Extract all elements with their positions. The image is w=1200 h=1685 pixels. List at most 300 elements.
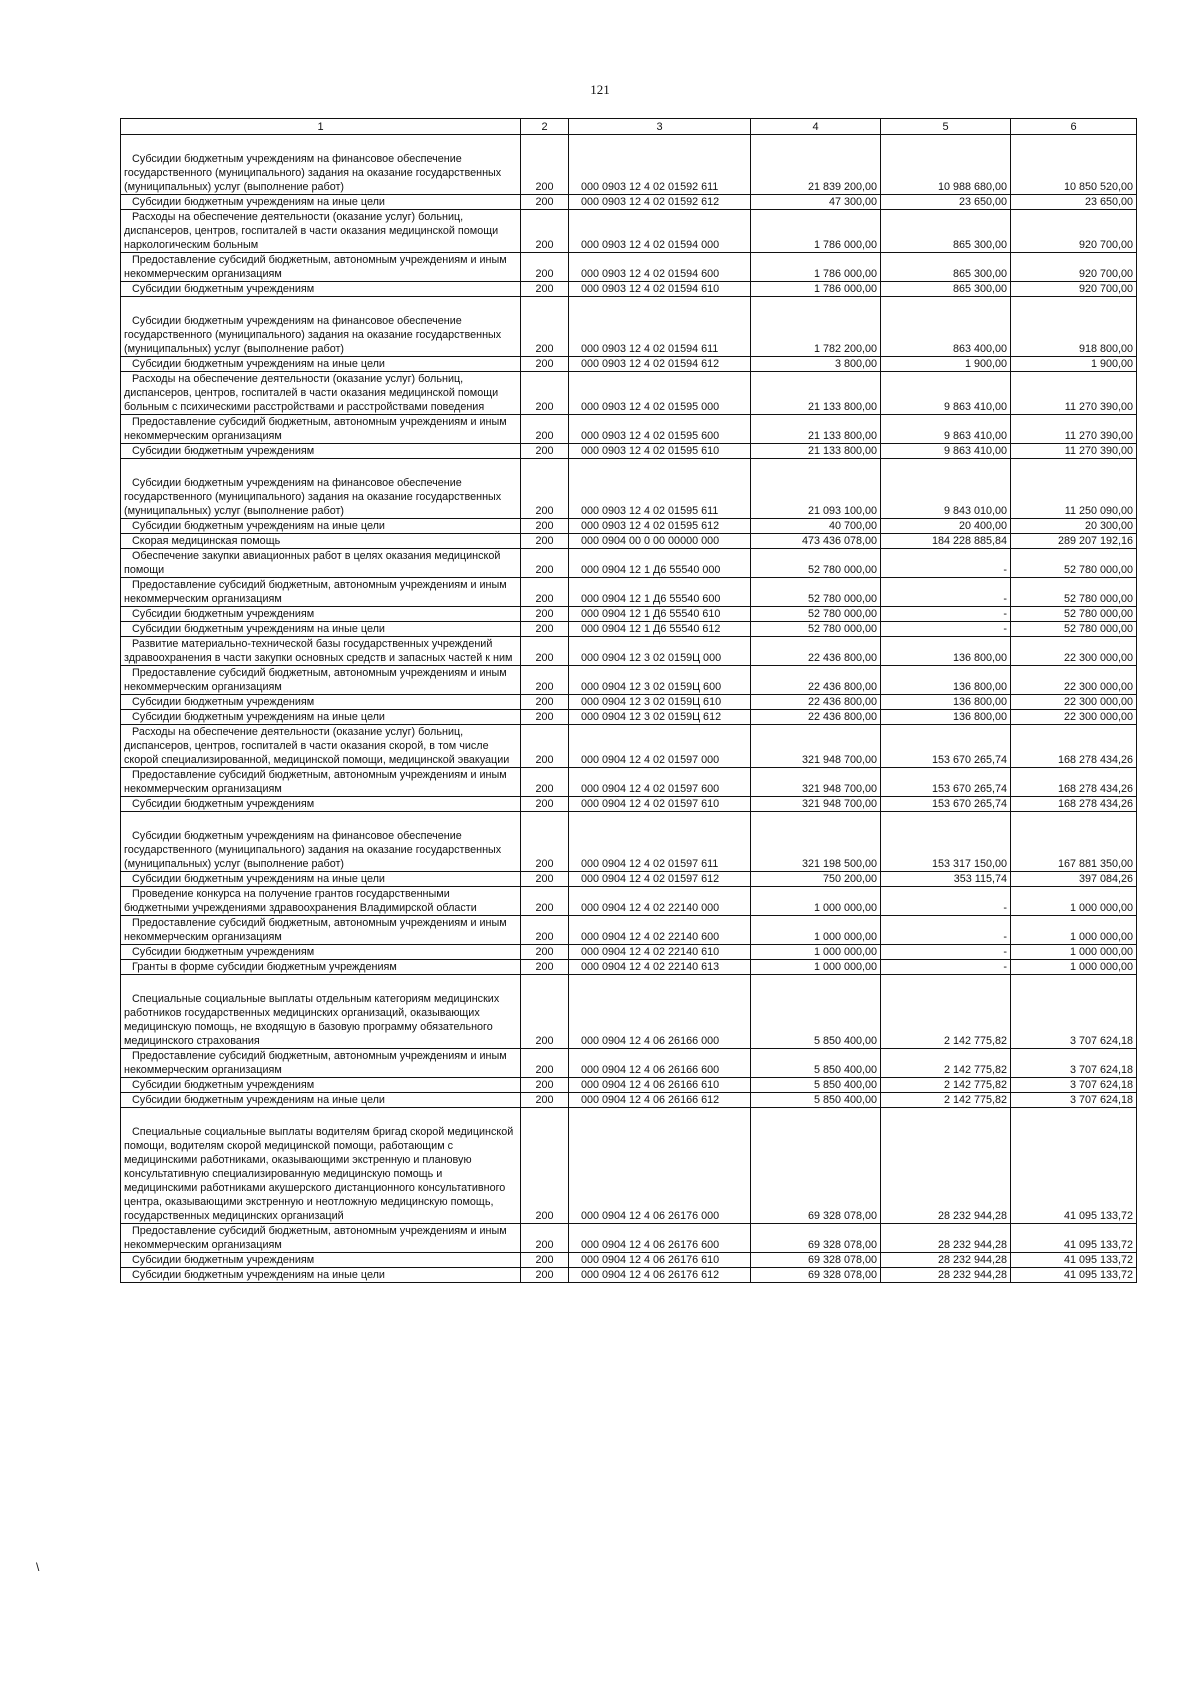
cell-code: 000 0904 12 4 06 26176 600 [569,1224,751,1253]
cell-col2: 200 [521,1268,569,1283]
spacer-cell [569,975,751,993]
table-row [121,637,1137,666]
cell-value-4: 40 700,00 [751,519,881,534]
cell-code: 000 0903 12 4 02 01594 611 [569,314,751,357]
cell-value-5: - [881,622,1011,637]
cell-code: 000 0904 12 1 Д6 55540 612 [569,622,751,637]
table-row [121,519,1137,534]
table-body [121,135,1137,1283]
cell-code: 000 0904 12 4 06 26166 610 [569,1078,751,1093]
cell-name: Субсидии бюджетным учреждениям [121,1253,521,1268]
cell-value-4: 750 200,00 [751,872,881,887]
spacer-cell [751,135,881,153]
cell-value-4: 21 133 800,00 [751,444,881,459]
cell-value-5: 28 232 944,28 [881,1125,1011,1224]
cell-code: 000 0904 00 0 00 00000 000 [569,534,751,549]
cell-col2: 200 [521,1049,569,1078]
table-row [121,1078,1137,1093]
spacer-cell [521,1108,569,1126]
cell-value-6: 11 270 390,00 [1011,415,1137,444]
cell-code: 000 0903 12 4 02 01595 000 [569,372,751,415]
table-row [121,152,1137,195]
cell-value-5: 863 400,00 [881,314,1011,357]
cell-value-4: 321 948 700,00 [751,797,881,812]
cell-value-6: 3 707 624,18 [1011,1093,1137,1108]
cell-value-6: 41 095 133,72 [1011,1224,1137,1253]
cell-code: 000 0904 12 4 02 01597 612 [569,872,751,887]
spacer-row [121,135,1137,153]
spacer-cell [521,975,569,993]
cell-value-6: 289 207 192,16 [1011,534,1137,549]
cell-value-4: 5 850 400,00 [751,1049,881,1078]
spacer-cell [569,459,751,477]
cell-value-5: 28 232 944,28 [881,1253,1011,1268]
cell-code: 000 0904 12 1 Д6 55540 600 [569,578,751,607]
cell-code: 000 0904 12 4 06 26176 000 [569,1125,751,1224]
spacer-cell [1011,812,1137,830]
cell-name: Предоставление субсидий бюджетным, автономным учреждениям и иным некоммерческим организациям [121,768,521,797]
spacer-cell [881,459,1011,477]
cell-col2: 200 [521,829,569,872]
table-row [121,357,1137,372]
cell-value-5: 28 232 944,28 [881,1268,1011,1283]
table-row [121,253,1137,282]
cell-code: 000 0904 12 3 02 0159Ц 612 [569,710,751,725]
spacer-row [121,975,1137,993]
cell-code: 000 0904 12 1 Д6 55540 610 [569,607,751,622]
spacer-cell [521,297,569,315]
cell-value-6: 397 084,26 [1011,872,1137,887]
cell-value-6: 11 270 390,00 [1011,372,1137,415]
cell-code: 000 0903 12 4 02 01595 611 [569,476,751,519]
table-row [121,210,1137,253]
spacer-cell [751,459,881,477]
cell-col2: 200 [521,282,569,297]
cell-value-4: 5 850 400,00 [751,1078,881,1093]
table-row [121,578,1137,607]
cell-value-4: 321 198 500,00 [751,829,881,872]
cell-name: Расходы на обеспечение деятельности (оказание услуг) больниц, диспансеров, центров, госпиталей в части оказания медицинской помощи наркологическим больным [121,210,521,253]
cell-value-6: 11 270 390,00 [1011,444,1137,459]
cell-value-5: 153 670 265,74 [881,768,1011,797]
cell-value-5: 153 670 265,74 [881,725,1011,768]
cell-code: 000 0904 12 3 02 0159Ц 600 [569,666,751,695]
spacer-row [121,297,1137,315]
spacer-cell [569,812,751,830]
cell-col2: 200 [521,887,569,916]
cell-value-4: 69 328 078,00 [751,1268,881,1283]
cell-value-6: 168 278 434,26 [1011,725,1137,768]
cell-name: Предоставление субсидий бюджетным, автономным учреждениям и иным некоммерческим организациям [121,916,521,945]
cell-name: Субсидии бюджетным учреждениям [121,282,521,297]
cell-value-6: 1 000 000,00 [1011,960,1137,975]
cell-name: Субсидии бюджетным учреждениям на финансовое обеспечение государственного (муниципального) задания на оказание государственных (муниципальных) услуг (выполнение работ) [121,152,521,195]
cell-value-5: 2 142 775,82 [881,1078,1011,1093]
cell-value-4: 47 300,00 [751,195,881,210]
spacer-cell [881,975,1011,993]
cell-value-6: 52 780 000,00 [1011,607,1137,622]
cell-value-6: 3 707 624,18 [1011,992,1137,1049]
cell-value-4: 1 786 000,00 [751,253,881,282]
cell-name: Субсидии бюджетным учреждениям на финансовое обеспечение государственного (муниципального) задания на оказание государственных (муниципальных) услуг (выполнение работ) [121,829,521,872]
cell-name: Предоставление субсидий бюджетным, автономным учреждениям и иным некоммерческим организациям [121,1049,521,1078]
cell-col2: 200 [521,519,569,534]
cell-name: Субсидии бюджетным учреждениям на иные цели [121,1093,521,1108]
cell-value-6: 1 000 000,00 [1011,916,1137,945]
cell-value-4: 1 000 000,00 [751,916,881,945]
cell-code: 000 0904 12 4 02 01597 600 [569,768,751,797]
spacer-cell [881,135,1011,153]
table-row [121,1125,1137,1224]
cell-value-6: 1 900,00 [1011,357,1137,372]
cell-value-6: 1 000 000,00 [1011,945,1137,960]
spacer-cell [751,1108,881,1126]
cell-col2: 200 [521,1125,569,1224]
cell-col2: 200 [521,945,569,960]
table-row [121,444,1137,459]
table-row [121,476,1137,519]
cell-value-5: 865 300,00 [881,210,1011,253]
cell-col2: 200 [521,372,569,415]
cell-value-4: 1 786 000,00 [751,210,881,253]
table-row [121,415,1137,444]
cell-value-4: 52 780 000,00 [751,622,881,637]
cell-value-6: 22 300 000,00 [1011,637,1137,666]
cell-name: Субсидии бюджетным учреждениям [121,1078,521,1093]
cell-value-4: 52 780 000,00 [751,578,881,607]
cell-name: Развитие материально-технической базы государственных учреждений здравоохранения в части закупки основных средств и запасных частей к ним [121,637,521,666]
cell-name: Специальные социальные выплаты водителям бригад скорой медицинской помощи, водителям скорой медицинской помощи, работающим с медицинскими работниками, оказывающими экстренную и плановую консультативную специализированную медицинскую помощь и медицинскими работниками акушерского дистанционного консультативного центра, оказывающими экстренную и неотложную медицинскую помощь, государственных медицинских организаций [121,1125,521,1224]
table-row [121,710,1137,725]
table-row [121,607,1137,622]
cell-col2: 200 [521,768,569,797]
cell-col2: 200 [521,960,569,975]
cell-col2: 200 [521,666,569,695]
cell-col2: 200 [521,415,569,444]
cell-name: Субсидии бюджетным учреждениям на иные цели [121,357,521,372]
cell-value-5: 2 142 775,82 [881,1093,1011,1108]
cell-value-5: 136 800,00 [881,695,1011,710]
cell-name: Субсидии бюджетным учреждениям [121,797,521,812]
cell-code: 000 0904 12 1 Д6 55540 000 [569,549,751,578]
cell-value-4: 69 328 078,00 [751,1253,881,1268]
cell-value-6: 920 700,00 [1011,282,1137,297]
cell-value-5: - [881,945,1011,960]
cell-col2: 200 [521,210,569,253]
spacer-cell [121,1108,521,1126]
spacer-cell [751,812,881,830]
cell-value-6: 168 278 434,26 [1011,797,1137,812]
cell-code: 000 0904 12 4 02 22140 000 [569,887,751,916]
cell-code: 000 0903 12 4 02 01595 610 [569,444,751,459]
cell-col2: 200 [521,1253,569,1268]
cell-value-5: 20 400,00 [881,519,1011,534]
spacer-cell [881,812,1011,830]
cell-value-5: 28 232 944,28 [881,1224,1011,1253]
cell-value-4: 69 328 078,00 [751,1125,881,1224]
cell-col2: 200 [521,872,569,887]
spacer-cell [1011,1108,1137,1126]
cell-col2: 200 [521,916,569,945]
spacer-cell [881,1108,1011,1126]
table-row [121,872,1137,887]
cell-name: Субсидии бюджетным учреждениям [121,695,521,710]
cell-col2: 200 [521,534,569,549]
cell-code: 000 0903 12 4 02 01592 612 [569,195,751,210]
cell-value-5: - [881,607,1011,622]
cell-code: 000 0904 12 3 02 0159Ц 610 [569,695,751,710]
cell-value-4: 22 436 800,00 [751,710,881,725]
cell-value-5: - [881,916,1011,945]
cell-value-4: 52 780 000,00 [751,549,881,578]
table-row [121,695,1137,710]
spacer-cell [751,975,881,993]
table-row [121,534,1137,549]
cell-value-6: 22 300 000,00 [1011,710,1137,725]
spacer-cell [1011,975,1137,993]
cell-value-4: 21 133 800,00 [751,372,881,415]
cell-code: 000 0903 12 4 02 01595 600 [569,415,751,444]
cell-name: Субсидии бюджетным учреждениям [121,444,521,459]
cell-col2: 200 [521,253,569,282]
cell-value-5: 1 900,00 [881,357,1011,372]
spacer-cell [1011,135,1137,153]
cell-col2: 200 [521,578,569,607]
cell-col2: 200 [521,1093,569,1108]
cell-value-6: 1 000 000,00 [1011,887,1137,916]
cell-name: Субсидии бюджетным учреждениям [121,607,521,622]
cell-code: 000 0904 12 4 06 26166 000 [569,992,751,1049]
cell-code: 000 0904 12 4 02 22140 600 [569,916,751,945]
cell-value-4: 1 000 000,00 [751,960,881,975]
cell-name: Субсидии бюджетным учреждениям на иные цели [121,872,521,887]
cell-name: Субсидии бюджетным учреждениям [121,945,521,960]
cell-value-5: 865 300,00 [881,282,1011,297]
cell-value-5: - [881,887,1011,916]
cell-name: Предоставление субсидий бюджетным, автономным учреждениям и иным некоммерческим организациям [121,1224,521,1253]
cell-code: 000 0903 12 4 02 01594 610 [569,282,751,297]
cell-col2: 200 [521,1078,569,1093]
cell-value-4: 473 436 078,00 [751,534,881,549]
spacer-row [121,812,1137,830]
cell-code: 000 0904 12 4 06 26166 612 [569,1093,751,1108]
cell-col2: 200 [521,195,569,210]
spacer-row [121,459,1137,477]
cell-value-6: 52 780 000,00 [1011,549,1137,578]
cell-value-5: 2 142 775,82 [881,992,1011,1049]
spacer-cell [1011,459,1137,477]
cell-name: Предоставление субсидий бюджетным, автономным учреждениям и иным некоммерческим организациям [121,253,521,282]
cell-value-5: 9 863 410,00 [881,415,1011,444]
cell-col2: 200 [521,797,569,812]
cell-name: Субсидии бюджетным учреждениям на иные цели [121,195,521,210]
cell-name: Субсидии бюджетным учреждениям на финансовое обеспечение государственного (муниципального) задания на оказание государственных (муниципальных) услуг (выполнение работ) [121,314,521,357]
table-row [121,314,1137,357]
cell-col2: 200 [521,695,569,710]
cell-value-4: 1 000 000,00 [751,945,881,960]
cell-code: 000 0904 12 4 02 01597 000 [569,725,751,768]
cell-value-4: 5 850 400,00 [751,1093,881,1108]
cell-value-6: 22 300 000,00 [1011,666,1137,695]
cell-col2: 200 [521,1224,569,1253]
table-row [121,372,1137,415]
table-row [121,960,1137,975]
cell-value-6: 52 780 000,00 [1011,622,1137,637]
cell-code: 000 0903 12 4 02 01594 612 [569,357,751,372]
spacer-cell [121,297,521,315]
cell-value-5: 865 300,00 [881,253,1011,282]
cell-value-4: 1 786 000,00 [751,282,881,297]
cell-name: Предоставление субсидий бюджетным, автономным учреждениям и иным некоммерческим организациям [121,578,521,607]
spacer-cell [569,297,751,315]
column-header-3: 3 [569,119,751,135]
cell-code: 000 0903 12 4 02 01592 611 [569,152,751,195]
cell-code: 000 0904 12 4 02 22140 610 [569,945,751,960]
cell-value-4: 5 850 400,00 [751,992,881,1049]
table-row [121,829,1137,872]
cell-code: 000 0904 12 4 02 22140 613 [569,960,751,975]
cell-code: 000 0903 12 4 02 01594 600 [569,253,751,282]
cell-code: 000 0904 12 4 02 01597 610 [569,797,751,812]
table-row [121,1224,1137,1253]
table-row [121,282,1137,297]
cell-value-4: 22 436 800,00 [751,637,881,666]
table-row [121,945,1137,960]
cell-value-5: 184 228 885,84 [881,534,1011,549]
column-header-6: 6 [1011,119,1137,135]
cell-value-5: - [881,578,1011,607]
spacer-cell [881,297,1011,315]
cell-name: Субсидии бюджетным учреждениям на финансовое обеспечение государственного (муниципального) задания на оказание государственных (муниципальных) услуг (выполнение работ) [121,476,521,519]
cell-code: 000 0904 12 3 02 0159Ц 000 [569,637,751,666]
column-header-4: 4 [751,119,881,135]
cell-col2: 200 [521,622,569,637]
cell-col2: 200 [521,357,569,372]
column-header-5: 5 [881,119,1011,135]
cell-value-4: 1 782 200,00 [751,314,881,357]
cell-code: 000 0904 12 4 06 26176 610 [569,1253,751,1268]
cell-name: Расходы на обеспечение деятельности (оказание услуг) больниц, диспансеров, центров, госпиталей в части оказания медицинской помощи больным с психическими расстройствами и расстройствами поведения [121,372,521,415]
cell-value-4: 52 780 000,00 [751,607,881,622]
cell-value-6: 168 278 434,26 [1011,768,1137,797]
cell-value-5: 136 800,00 [881,666,1011,695]
cell-value-5: 353 115,74 [881,872,1011,887]
table-row [121,992,1137,1049]
cell-value-5: 10 988 680,00 [881,152,1011,195]
spacer-cell [521,812,569,830]
spacer-cell [569,1108,751,1126]
table-row [121,768,1137,797]
cell-value-6: 3 707 624,18 [1011,1078,1137,1093]
cell-name: Гранты в форме субсидии бюджетным учреждениям [121,960,521,975]
cell-col2: 200 [521,637,569,666]
cell-col2: 200 [521,476,569,519]
cell-value-5: 9 863 410,00 [881,444,1011,459]
table-row [121,1093,1137,1108]
cell-value-4: 3 800,00 [751,357,881,372]
cell-value-6: 918 800,00 [1011,314,1137,357]
cell-col2: 200 [521,444,569,459]
cell-value-6: 3 707 624,18 [1011,1049,1137,1078]
spacer-cell [1011,297,1137,315]
cell-col2: 200 [521,725,569,768]
cell-code: 000 0903 12 4 02 01595 612 [569,519,751,534]
table-row [121,1253,1137,1268]
cell-value-6: 920 700,00 [1011,253,1137,282]
cell-value-6: 41 095 133,72 [1011,1125,1137,1224]
table-row [121,797,1137,812]
cell-value-5: 2 142 775,82 [881,1049,1011,1078]
table-row [121,666,1137,695]
table-row [121,887,1137,916]
cell-name: Скорая медицинская помощь [121,534,521,549]
table-row [121,195,1137,210]
cell-value-6: 20 300,00 [1011,519,1137,534]
cell-col2: 200 [521,152,569,195]
cell-value-6: 167 881 350,00 [1011,829,1137,872]
scan-edge-mark: \ [36,1560,40,1574]
budget-table [120,118,1137,1283]
page-number: 121 [590,82,610,97]
cell-name: Проведение конкурса на получение грантов государственными бюджетными учреждениями здравоохранения Владимирской области [121,887,521,916]
cell-code: 000 0903 12 4 02 01594 000 [569,210,751,253]
spacer-cell [121,135,521,153]
cell-value-6: 10 850 520,00 [1011,152,1137,195]
spacer-cell [569,135,751,153]
cell-code: 000 0904 12 4 02 01597 611 [569,829,751,872]
spacer-cell [521,459,569,477]
spacer-cell [751,297,881,315]
cell-value-6: 11 250 090,00 [1011,476,1137,519]
cell-value-4: 1 000 000,00 [751,887,881,916]
cell-value-5: 136 800,00 [881,637,1011,666]
cell-name: Субсидии бюджетным учреждениям на иные цели [121,519,521,534]
cell-value-4: 21 133 800,00 [751,415,881,444]
cell-code: 000 0904 12 4 06 26176 612 [569,1268,751,1283]
cell-value-4: 22 436 800,00 [751,695,881,710]
cell-name: Расходы на обеспечение деятельности (оказание услуг) больниц, диспансеров, центров, госпиталей в части оказания скорой, в том числе скорой специализированной, медицинской помощи, медицинской эвакуации [121,725,521,768]
cell-col2: 200 [521,710,569,725]
cell-value-4: 69 328 078,00 [751,1224,881,1253]
cell-value-4: 321 948 700,00 [751,725,881,768]
cell-code: 000 0904 12 4 06 26166 600 [569,1049,751,1078]
cell-name: Субсидии бюджетным учреждениям на иные цели [121,1268,521,1283]
cell-value-6: 23 650,00 [1011,195,1137,210]
column-header-1: 1 [121,119,521,135]
cell-name: Предоставление субсидий бюджетным, автономным учреждениям и иным некоммерческим организациям [121,415,521,444]
cell-name: Предоставление субсидий бюджетным, автономным учреждениям и иным некоммерческим организациям [121,666,521,695]
cell-value-6: 41 095 133,72 [1011,1268,1137,1283]
cell-value-6: 52 780 000,00 [1011,578,1137,607]
cell-value-4: 22 436 800,00 [751,666,881,695]
spacer-row [121,1108,1137,1126]
table-row [121,1049,1137,1078]
cell-value-4: 21 839 200,00 [751,152,881,195]
cell-value-5: - [881,549,1011,578]
spacer-cell [121,459,521,477]
cell-value-6: 41 095 133,72 [1011,1253,1137,1268]
cell-name: Специальные социальные выплаты отдельным категориям медицинских работников государственных медицинских организаций, оказывающих медицинскую помощь, не входящую в базовую программу обязательного медицинского страхования [121,992,521,1049]
spacer-cell [121,812,521,830]
table-row [121,916,1137,945]
cell-col2: 200 [521,314,569,357]
cell-value-5: 153 670 265,74 [881,797,1011,812]
cell-col2: 200 [521,992,569,1049]
cell-value-5: - [881,960,1011,975]
cell-col2: 200 [521,549,569,578]
cell-value-4: 321 948 700,00 [751,768,881,797]
table-row [121,1268,1137,1283]
